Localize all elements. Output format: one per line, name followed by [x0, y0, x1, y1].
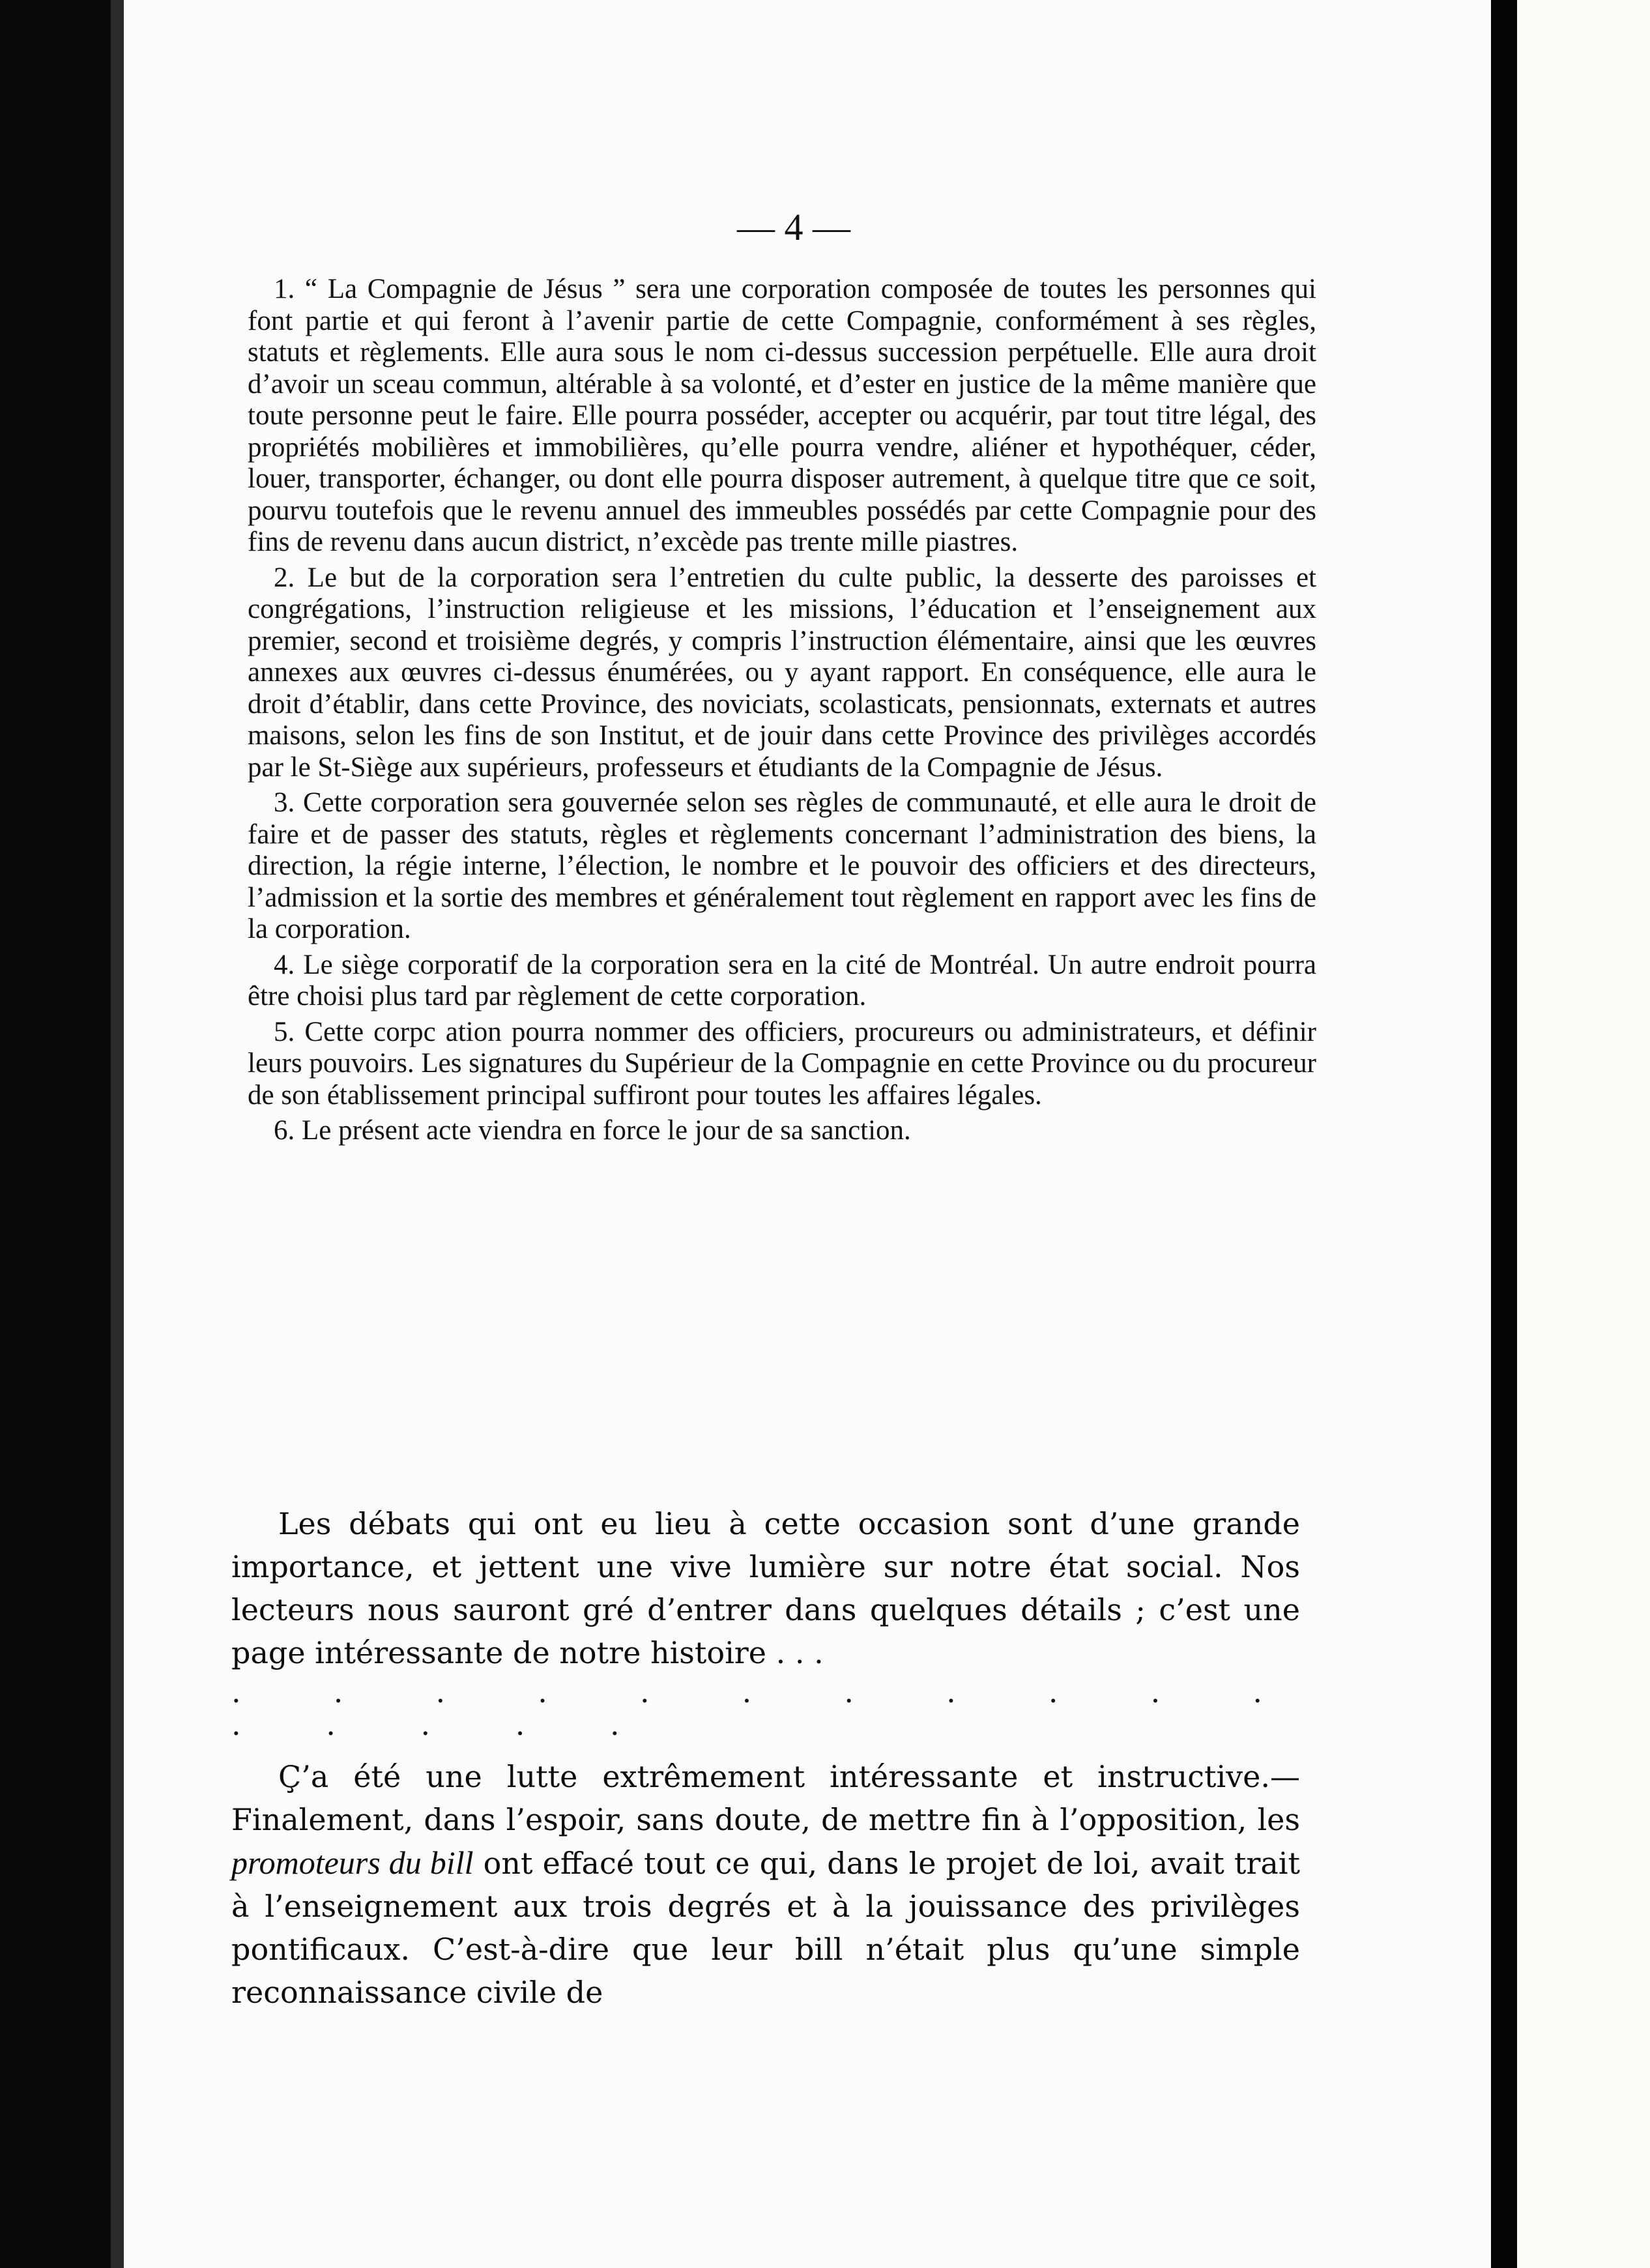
article-2: 2. Le but de la corporation sera l’entretien du culte public, la desserte des paroisses et congrégations, l’instruction religieuse et les missions, l’éducation et l’enseignement aux premier, second et troisième degrés, y compris l’instruction élémentaire, ainsi que les œuvres annexes aux œuvres ci-dessus énumérées, ou y ayant rapport. En conséquence, elle aura le droit d’établir, dans cette Province, des noviciats, scolasticats, pensionnats, externats et autres maisons, selon les fins de son Institut, et de jouir dans cette Province des privilèges accordés par le St-Siège aux supérieurs, professeurs et étudiants de la Compagnie de Jésus. [248, 562, 1316, 783]
scan-binding-edge [111, 0, 125, 2268]
article-3: 3. Cette corporation sera gouvernée selon ses règles de communauté, et elle aura le droit de faire et de passer des statuts, règles et règlements concernant l’administration des biens, la direction, la régie interne, l’élection, le nombre et le pouvoir des officiers et des directeurs, l’admission et la sortie des membres et généralement tout règlement en rapport avec les fins de la corporation. [248, 787, 1316, 944]
paragraph-2-text-end: ont effacé tout ce qui, dans le projet de loi, avait trait à l’enseignement aux trois degrés et à la jouissance des privilèges pontificaux. C’est-à-dire que leur bill n’était plus qu’une simple reconnaissance civile de [231, 1846, 1300, 2010]
scan-gutter [1491, 0, 1517, 2268]
paragraph-2-text-start: Ç’a été une lutte extrêmement intéressante et instructive.— Finalement, dans l’espoir, sans doute, de mettre fin à l’opposition, les [231, 1759, 1300, 1837]
italic-emphasis: promoteurs du bill [231, 1844, 474, 1881]
page-number: — 4 — [737, 206, 850, 248]
bill-articles [248, 274, 1316, 1151]
ellipsis-separator: . . . . . . . . . . . . . . . . [231, 1674, 1300, 1742]
article-1: 1. “ La Compagnie de Jésus ” sera une corporation composée de toutes les personnes qui font partie et qui feront à l’avenir partie de cette Compagnie, conformément à ses règles, statuts et règlements. Elle aura sous le nom ci-dessus succession perpétuelle. Elle aura droit d’avoir un sceau commun, altérable à sa volonté, et d’ester en justice de la même manière que toute personne peut le faire. Elle pourra posséder, accepter ou acquérir, par tout titre légal, des propriétés mobilières et immobilières, qu’elle pourra vendre, aliéner et hypothéquer, céder, louer, transporter, échanger, ou dont elle pourra disposer autrement, à quelque titre que ce soit, pourvu toutefois que le revenu annuel des immeubles possédés par cette Compagnie pour des fins de revenu dans aucun district, n’excède pas trente mille piastres. [248, 274, 1316, 557]
article-4: 4. Le siège corporatif de la corporation sera en la cité de Montréal. Un autre endroit pourra être choisi plus tard par règlement de cette corporation. [248, 949, 1316, 1011]
article-5: 5. Cette corpc ation pourra nommer des officiers, procureurs ou administrateurs, et définir leurs pouvoirs. Les signatures du Supérieur de la Compagnie en cette Province ou du procureur de son établissement principal suffiront pour toutes les affaires légales. [248, 1016, 1316, 1111]
commentary-section [231, 1502, 1300, 2014]
article-6: 6. Le présent acte viendra en force le jour de sa sanction. [274, 1115, 911, 1146]
adjacent-page-edge [1517, 0, 1650, 2268]
commentary-paragraph-1: Les débats qui ont eu lieu à cette occasion sont d’une grande importance, et jettent une vive lumière sur notre état social. Nos lecteurs nous sauront gré d’entrer dans quelques détails ; c’est une page intéressante de notre histoire . . . [231, 1506, 1300, 1670]
commentary-paragraph-2 [231, 1755, 1300, 2014]
scan-left-border [0, 0, 124, 2268]
